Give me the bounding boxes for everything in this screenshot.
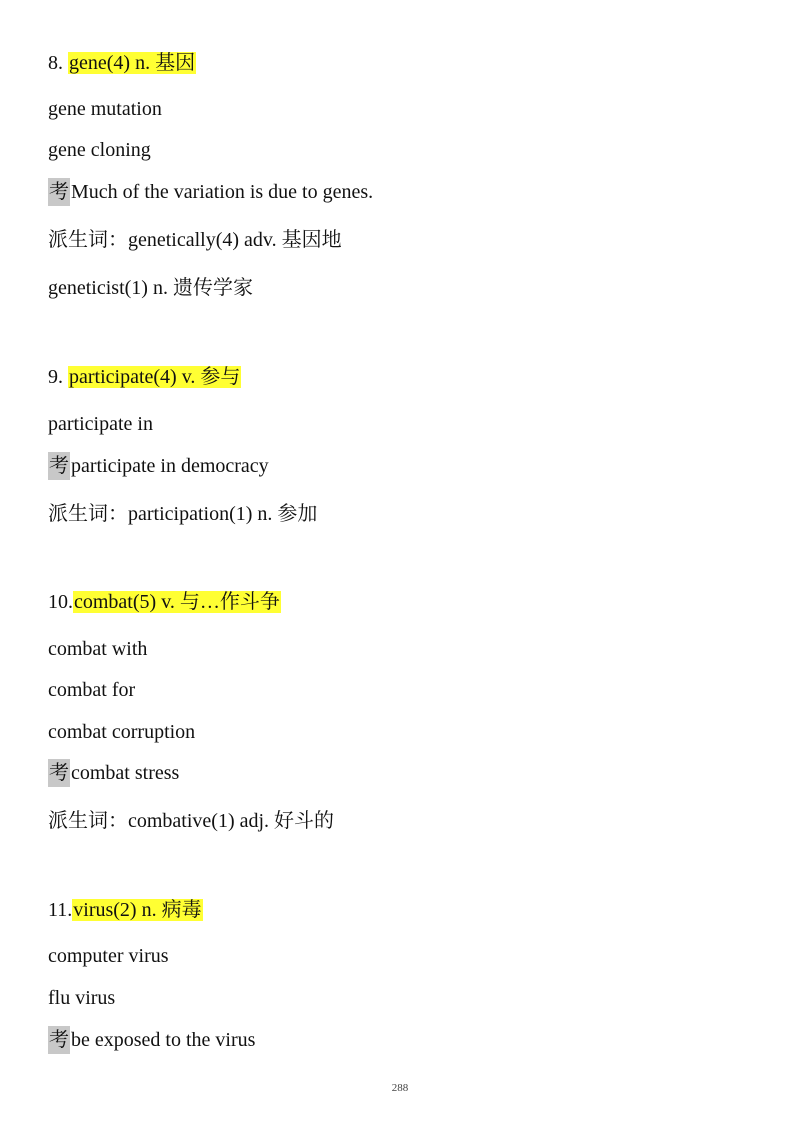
exam-example	[48, 452, 269, 480]
exam-marker: 考	[48, 178, 70, 206]
phrase-line: participate in	[48, 413, 153, 435]
headword-highlight: participate(4) v. 参与	[69, 366, 241, 388]
phrase-line: flu virus	[48, 987, 116, 1009]
entry-heading	[48, 49, 196, 77]
phrase-line: combat corruption	[48, 721, 196, 743]
page-number: 288	[391, 1082, 409, 1094]
exam-example	[48, 178, 373, 206]
headword-highlight: virus(2) n. 病毒	[73, 899, 202, 921]
entry-number: 9.	[48, 366, 63, 388]
phrase-line: gene mutation	[48, 98, 162, 120]
entry-number: 8.	[48, 52, 63, 74]
exam-text: combat stress	[71, 762, 180, 784]
headword-highlight: gene(4) n. 基因	[69, 52, 196, 74]
phrase-line: computer virus	[48, 945, 169, 967]
derivative-line: 派生词：participation(1) n. 参加	[48, 503, 318, 525]
derivative-line: 派生词：combative(1) adj. 好斗的	[48, 810, 335, 832]
exam-text: be exposed to the virus	[71, 1029, 256, 1051]
entry-number: 10.	[48, 591, 73, 613]
entry-number: 11.	[48, 899, 73, 921]
exam-marker: 考	[48, 1026, 70, 1054]
entry-heading	[48, 896, 203, 924]
entry-heading	[48, 363, 241, 391]
exam-text: participate in democracy	[71, 455, 269, 477]
derivative-line: geneticist(1) n. 遗传学家	[48, 277, 253, 299]
exam-marker: 考	[48, 452, 70, 480]
phrase-line: combat with	[48, 638, 148, 660]
exam-example	[48, 1026, 255, 1054]
exam-text: Much of the variation is due to genes.	[71, 181, 374, 203]
exam-example	[48, 759, 179, 787]
headword-highlight: combat(5) v. 与…作斗争	[74, 591, 280, 613]
phrase-line: combat for	[48, 679, 136, 701]
exam-marker: 考	[48, 759, 70, 787]
phrase-line: gene cloning	[48, 139, 151, 161]
derivative-line: 派生词：genetically(4) adv. 基因地	[48, 229, 342, 251]
entry-heading	[48, 588, 281, 616]
